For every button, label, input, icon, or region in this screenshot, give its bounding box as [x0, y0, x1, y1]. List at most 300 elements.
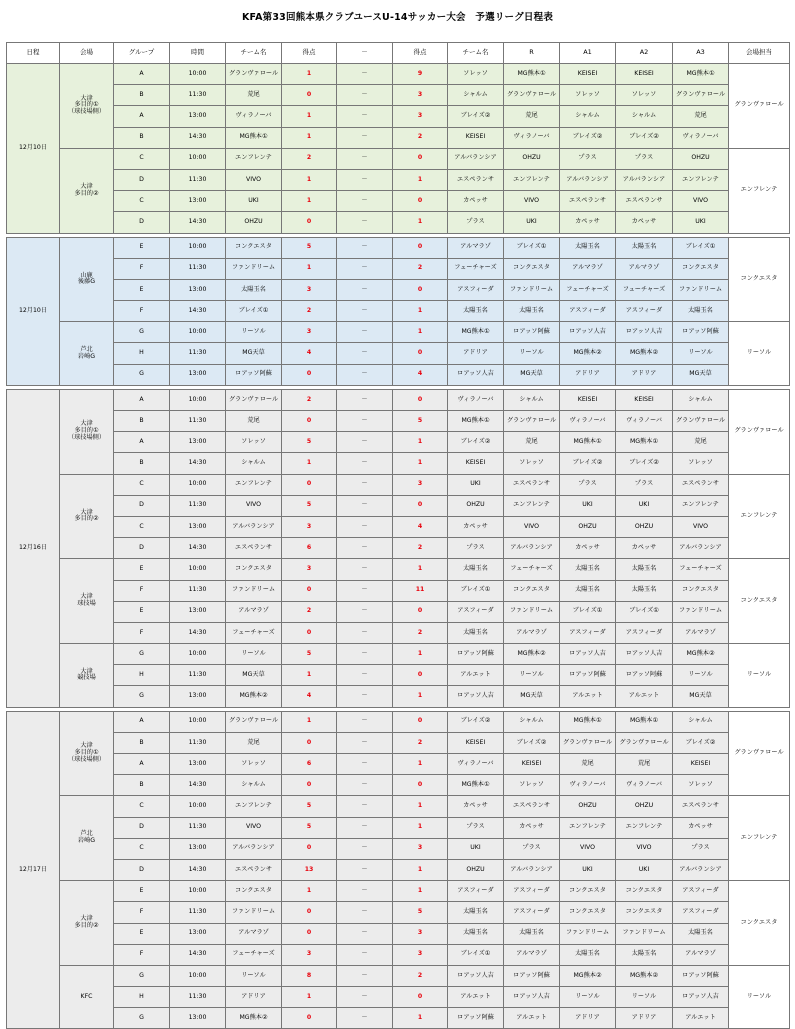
- time-cell: 10:00: [170, 474, 226, 495]
- assistant3-cell: 太陽玉名: [673, 923, 729, 944]
- home-score: 5: [282, 644, 337, 665]
- col-header-a1: A1: [560, 43, 616, 64]
- referee-cell: エスペランサ: [504, 474, 560, 495]
- away-score: 2: [393, 258, 448, 279]
- away-score: 1: [393, 301, 448, 322]
- match-row: [7, 258, 790, 279]
- col-header-venue-manager: 会場担当: [729, 43, 790, 64]
- away-team-cell: アルマラゾ: [448, 237, 504, 258]
- away-team-cell: ソレッソ: [448, 64, 504, 85]
- assistant1-cell: OHZU: [560, 796, 616, 817]
- assistant2-cell: MG熊本①: [616, 432, 673, 453]
- referee-cell: プラス: [504, 838, 560, 859]
- home-score: 1: [282, 106, 337, 127]
- time-cell: 10:00: [170, 965, 226, 986]
- away-score: 11: [393, 580, 448, 601]
- group-cell: G: [114, 322, 170, 343]
- away-team-cell: 太陽玉名: [448, 301, 504, 322]
- time-cell: 13:00: [170, 191, 226, 212]
- home-team-cell: エンフレンテ: [226, 796, 282, 817]
- group-cell: A: [114, 389, 170, 410]
- home-team-cell: フューチャーズ: [226, 944, 282, 965]
- venue-cell: 大津 多目的① （球技場側）: [60, 389, 114, 474]
- group-cell: B: [114, 775, 170, 796]
- venue-manager-cell: グランヴァロール: [729, 64, 790, 149]
- home-score: 3: [282, 516, 337, 537]
- time-cell: 11:30: [170, 495, 226, 516]
- group-cell: E: [114, 237, 170, 258]
- home-score: 5: [282, 237, 337, 258]
- home-score: 1: [282, 169, 337, 190]
- assistant3-cell: シャルム: [673, 711, 729, 732]
- group-cell: H: [114, 665, 170, 686]
- assistant2-cell: ブレイズ②: [616, 453, 673, 474]
- time-cell: 10:00: [170, 559, 226, 580]
- away-score: 0: [393, 237, 448, 258]
- referee-cell: コンクエスタ: [504, 580, 560, 601]
- assistant2-cell: ブレイズ①: [616, 601, 673, 622]
- away-score: 1: [393, 881, 448, 902]
- match-row: [7, 622, 790, 643]
- time-cell: 11:30: [170, 987, 226, 1008]
- assistant3-cell: アスフィーダ: [673, 881, 729, 902]
- assistant2-cell: UKI: [616, 859, 673, 880]
- assistant2-cell: ロアッソ阿蘇: [616, 665, 673, 686]
- score-dash: －: [337, 859, 393, 880]
- score-dash: －: [337, 817, 393, 838]
- match-row: [7, 859, 790, 880]
- away-team-cell: アスフィーダ: [448, 881, 504, 902]
- score-dash: －: [337, 279, 393, 300]
- assistant3-cell: コンクエスタ: [673, 580, 729, 601]
- time-cell: 11:30: [170, 85, 226, 106]
- assistant1-cell: 太陽玉名: [560, 944, 616, 965]
- time-cell: 13:00: [170, 838, 226, 859]
- home-score: 0: [282, 1008, 337, 1029]
- away-score: 1: [393, 432, 448, 453]
- home-score: 3: [282, 559, 337, 580]
- score-dash: －: [337, 987, 393, 1008]
- match-row: [7, 64, 790, 85]
- away-team-cell: アスフィーダ: [448, 601, 504, 622]
- date-cell: 12月16日: [7, 389, 60, 707]
- group-cell: G: [114, 1008, 170, 1029]
- time-cell: 11:30: [170, 817, 226, 838]
- col-header-a2: A2: [616, 43, 673, 64]
- home-team-cell: ロアッソ阿蘇: [226, 364, 282, 385]
- score-dash: －: [337, 127, 393, 148]
- home-team-cell: アルバランシア: [226, 838, 282, 859]
- home-team-cell: コンクエスタ: [226, 559, 282, 580]
- time-cell: 13:00: [170, 106, 226, 127]
- home-team-cell: 荒尾: [226, 85, 282, 106]
- assistant1-cell: 太陽玉名: [560, 237, 616, 258]
- home-score: 0: [282, 622, 337, 643]
- referee-cell: ファンドリーム: [504, 601, 560, 622]
- group-cell: G: [114, 686, 170, 707]
- assistant2-cell: エンフレンテ: [616, 817, 673, 838]
- group-cell: H: [114, 343, 170, 364]
- time-cell: 14:30: [170, 775, 226, 796]
- match-row: [7, 106, 790, 127]
- home-score: 6: [282, 538, 337, 559]
- referee-cell: MG熊本①: [504, 64, 560, 85]
- home-score: 1: [282, 711, 337, 732]
- time-cell: 11:30: [170, 169, 226, 190]
- home-score: 0: [282, 838, 337, 859]
- group-cell: G: [114, 364, 170, 385]
- away-score: 0: [393, 775, 448, 796]
- time-cell: 14:30: [170, 212, 226, 233]
- home-team-cell: VIVO: [226, 169, 282, 190]
- assistant2-cell: アドリア: [616, 1008, 673, 1029]
- away-score: 5: [393, 902, 448, 923]
- away-score: 1: [393, 686, 448, 707]
- group-cell: F: [114, 622, 170, 643]
- away-team-cell: カペッサ: [448, 796, 504, 817]
- assistant3-cell: OHZU: [673, 148, 729, 169]
- group-cell: F: [114, 258, 170, 279]
- away-score: 0: [393, 987, 448, 1008]
- time-cell: 10:00: [170, 237, 226, 258]
- score-dash: －: [337, 732, 393, 753]
- home-score: 0: [282, 923, 337, 944]
- score-dash: －: [337, 516, 393, 537]
- assistant3-cell: ブレイズ①: [673, 237, 729, 258]
- home-score: 6: [282, 754, 337, 775]
- away-score: 0: [393, 343, 448, 364]
- referee-cell: KEISEI: [504, 754, 560, 775]
- home-score: 5: [282, 495, 337, 516]
- time-cell: 11:30: [170, 902, 226, 923]
- away-team-cell: MG熊本①: [448, 775, 504, 796]
- assistant2-cell: リーソル: [616, 987, 673, 1008]
- referee-cell: アルバランシア: [504, 538, 560, 559]
- home-team-cell: エンフレンテ: [226, 474, 282, 495]
- assistant1-cell: プラス: [560, 148, 616, 169]
- away-team-cell: アルエット: [448, 665, 504, 686]
- match-row: [7, 538, 790, 559]
- match-row: [7, 965, 790, 986]
- away-score: 4: [393, 364, 448, 385]
- score-dash: －: [337, 85, 393, 106]
- home-score: 2: [282, 301, 337, 322]
- away-score: 2: [393, 127, 448, 148]
- group-cell: C: [114, 516, 170, 537]
- assistant2-cell: UKI: [616, 495, 673, 516]
- referee-cell: カペッサ: [504, 817, 560, 838]
- score-dash: －: [337, 453, 393, 474]
- assistant1-cell: ヴィラノーバ: [560, 775, 616, 796]
- time-cell: 14:30: [170, 538, 226, 559]
- group-cell: E: [114, 923, 170, 944]
- assistant2-cell: シャルム: [616, 106, 673, 127]
- group-cell: A: [114, 106, 170, 127]
- score-dash: －: [337, 881, 393, 902]
- away-team-cell: MG熊本①: [448, 322, 504, 343]
- assistant3-cell: リーソル: [673, 665, 729, 686]
- home-team-cell: 荒尾: [226, 411, 282, 432]
- home-team-cell: MG熊本①: [226, 127, 282, 148]
- match-row: [7, 474, 790, 495]
- assistant3-cell: ロアッソ阿蘇: [673, 965, 729, 986]
- assistant3-cell: ソレッソ: [673, 775, 729, 796]
- group-cell: D: [114, 538, 170, 559]
- group-cell: E: [114, 881, 170, 902]
- time-cell: 14:30: [170, 622, 226, 643]
- time-cell: 10:00: [170, 796, 226, 817]
- group-cell: B: [114, 127, 170, 148]
- venue-cell: 大津 多目的②: [60, 881, 114, 966]
- away-score: 1: [393, 754, 448, 775]
- referee-cell: 荒尾: [504, 106, 560, 127]
- home-team-cell: MG天草: [226, 343, 282, 364]
- away-team-cell: 太陽玉名: [448, 559, 504, 580]
- referee-cell: アルエット: [504, 1008, 560, 1029]
- match-row: [7, 212, 790, 233]
- home-score: 0: [282, 411, 337, 432]
- assistant3-cell: エスペランサ: [673, 796, 729, 817]
- assistant1-cell: OHZU: [560, 516, 616, 537]
- venue-manager-cell: エンフレンテ: [729, 796, 790, 881]
- time-cell: 11:30: [170, 258, 226, 279]
- away-score: 1: [393, 796, 448, 817]
- score-dash: －: [337, 686, 393, 707]
- time-cell: 14:30: [170, 301, 226, 322]
- venue-cell: 大津 球技場: [60, 559, 114, 644]
- home-score: 1: [282, 987, 337, 1008]
- away-team-cell: アスフィーダ: [448, 279, 504, 300]
- match-row: [7, 1008, 790, 1029]
- assistant3-cell: リーソル: [673, 343, 729, 364]
- match-row: [7, 237, 790, 258]
- referee-cell: UKI: [504, 212, 560, 233]
- referee-cell: ロアッソ阿蘇: [504, 965, 560, 986]
- referee-cell: リーソル: [504, 665, 560, 686]
- match-row: [7, 389, 790, 410]
- referee-cell: アスフィーダ: [504, 881, 560, 902]
- group-cell: C: [114, 474, 170, 495]
- away-team-cell: ブレイズ②: [448, 106, 504, 127]
- away-team-cell: ロアッソ人吉: [448, 686, 504, 707]
- home-team-cell: ファンドリーム: [226, 902, 282, 923]
- away-score: 0: [393, 279, 448, 300]
- group-cell: D: [114, 212, 170, 233]
- assistant2-cell: アスフィーダ: [616, 622, 673, 643]
- home-team-cell: ソレッソ: [226, 432, 282, 453]
- assistant2-cell: カペッサ: [616, 538, 673, 559]
- venue-cell: 大津 競技場: [60, 644, 114, 708]
- schedule-body: [7, 64, 790, 1029]
- home-score: 4: [282, 343, 337, 364]
- referee-cell: ヴィラノーバ: [504, 127, 560, 148]
- assistant1-cell: ロアッソ人吉: [560, 322, 616, 343]
- home-team-cell: シャルム: [226, 775, 282, 796]
- time-cell: 14:30: [170, 859, 226, 880]
- time-cell: 13:00: [170, 1008, 226, 1029]
- match-row: [7, 711, 790, 732]
- away-team-cell: カペッサ: [448, 191, 504, 212]
- assistant2-cell: ブレイズ②: [616, 127, 673, 148]
- match-row: [7, 411, 790, 432]
- away-score: 0: [393, 665, 448, 686]
- assistant3-cell: アルバランシア: [673, 859, 729, 880]
- away-team-cell: OHZU: [448, 495, 504, 516]
- assistant2-cell: プラス: [616, 474, 673, 495]
- assistant1-cell: コンクエスタ: [560, 881, 616, 902]
- away-team-cell: アドリア: [448, 343, 504, 364]
- assistant1-cell: MG熊本①: [560, 432, 616, 453]
- away-score: 3: [393, 944, 448, 965]
- away-team-cell: 太陽玉名: [448, 622, 504, 643]
- assistant2-cell: カペッサ: [616, 212, 673, 233]
- referee-cell: フューチャーズ: [504, 559, 560, 580]
- group-cell: C: [114, 191, 170, 212]
- home-score: 5: [282, 796, 337, 817]
- score-dash: －: [337, 838, 393, 859]
- match-row: [7, 559, 790, 580]
- assistant1-cell: グランヴァロール: [560, 732, 616, 753]
- group-cell: C: [114, 148, 170, 169]
- home-team-cell: グランヴァロール: [226, 711, 282, 732]
- assistant2-cell: コンクエスタ: [616, 902, 673, 923]
- referee-cell: ブレイズ②: [504, 732, 560, 753]
- home-score: 1: [282, 127, 337, 148]
- time-cell: 13:00: [170, 364, 226, 385]
- assistant2-cell: 太陽玉名: [616, 580, 673, 601]
- away-score: 2: [393, 538, 448, 559]
- time-cell: 10:00: [170, 389, 226, 410]
- group-cell: A: [114, 754, 170, 775]
- home-team-cell: VIVO: [226, 817, 282, 838]
- match-row: [7, 453, 790, 474]
- col-header-home-score: 得点: [282, 43, 337, 64]
- home-team-cell: リーソル: [226, 644, 282, 665]
- referee-cell: 太陽玉名: [504, 923, 560, 944]
- assistant3-cell: ヴィラノーバ: [673, 127, 729, 148]
- assistant1-cell: シャルム: [560, 106, 616, 127]
- referee-cell: 荒尾: [504, 432, 560, 453]
- time-cell: 11:30: [170, 411, 226, 432]
- score-dash: －: [337, 343, 393, 364]
- score-dash: －: [337, 775, 393, 796]
- assistant3-cell: グランヴァロール: [673, 85, 729, 106]
- col-header-a3: A3: [673, 43, 729, 64]
- referee-cell: アルバランシア: [504, 859, 560, 880]
- referee-cell: アスフィーダ: [504, 902, 560, 923]
- group-cell: B: [114, 732, 170, 753]
- time-cell: 13:00: [170, 923, 226, 944]
- venue-manager-cell: グランヴァロール: [729, 711, 790, 796]
- time-cell: 10:00: [170, 881, 226, 902]
- score-dash: －: [337, 754, 393, 775]
- away-team-cell: OHZU: [448, 859, 504, 880]
- score-dash: －: [337, 622, 393, 643]
- col-header-away-team: チーム名: [448, 43, 504, 64]
- assistant3-cell: KEISEI: [673, 754, 729, 775]
- away-score: 3: [393, 923, 448, 944]
- home-team-cell: アルマラゾ: [226, 923, 282, 944]
- home-score: 0: [282, 732, 337, 753]
- home-team-cell: エンフレンテ: [226, 148, 282, 169]
- away-team-cell: MG熊本①: [448, 411, 504, 432]
- referee-cell: ソレッソ: [504, 775, 560, 796]
- group-cell: A: [114, 711, 170, 732]
- score-dash: －: [337, 796, 393, 817]
- assistant1-cell: UKI: [560, 859, 616, 880]
- time-cell: 11:30: [170, 343, 226, 364]
- assistant3-cell: カペッサ: [673, 817, 729, 838]
- venue-cell: 大津 多目的②: [60, 474, 114, 559]
- home-team-cell: リーソル: [226, 965, 282, 986]
- home-score: 1: [282, 453, 337, 474]
- home-score: 1: [282, 881, 337, 902]
- home-score: 0: [282, 775, 337, 796]
- home-team-cell: ファンドリーム: [226, 258, 282, 279]
- venue-cell: 大津 多目的②: [60, 148, 114, 233]
- venue-cell: 大津 多目的① （球技場側）: [60, 64, 114, 149]
- assistant1-cell: ブレイズ①: [560, 601, 616, 622]
- score-dash: －: [337, 559, 393, 580]
- home-team-cell: 荒尾: [226, 732, 282, 753]
- assistant1-cell: エスペランサ: [560, 191, 616, 212]
- home-score: 5: [282, 432, 337, 453]
- time-cell: 10:00: [170, 711, 226, 732]
- assistant2-cell: アドリア: [616, 364, 673, 385]
- home-team-cell: コンクエスタ: [226, 881, 282, 902]
- score-dash: －: [337, 432, 393, 453]
- match-row: [7, 191, 790, 212]
- match-row: [7, 881, 790, 902]
- assistant1-cell: 太陽玉名: [560, 559, 616, 580]
- match-row: [7, 148, 790, 169]
- venue-manager-cell: グランヴァロール: [729, 389, 790, 474]
- assistant2-cell: ファンドリーム: [616, 923, 673, 944]
- assistant2-cell: KEISEI: [616, 389, 673, 410]
- assistant2-cell: ソレッソ: [616, 85, 673, 106]
- group-cell: B: [114, 85, 170, 106]
- assistant2-cell: KEISEI: [616, 64, 673, 85]
- score-dash: －: [337, 538, 393, 559]
- assistant2-cell: MG熊本②: [616, 343, 673, 364]
- assistant3-cell: フューチャーズ: [673, 559, 729, 580]
- assistant1-cell: アルマラゾ: [560, 258, 616, 279]
- away-score: 0: [393, 389, 448, 410]
- assistant2-cell: アルエット: [616, 686, 673, 707]
- home-team-cell: エスペランサ: [226, 859, 282, 880]
- page-title: KFA第33回熊本県クラブユースU-14サッカー大会 予選リーグ日程表: [241, 12, 554, 23]
- referee-cell: シャルム: [504, 389, 560, 410]
- home-team-cell: MG熊本②: [226, 686, 282, 707]
- score-dash: －: [337, 169, 393, 190]
- col-header-group: グループ: [114, 43, 170, 64]
- home-score: 3: [282, 279, 337, 300]
- home-team-cell: シャルム: [226, 453, 282, 474]
- col-header-away-score: 得点: [393, 43, 448, 64]
- away-team-cell: UKI: [448, 838, 504, 859]
- away-score: 1: [393, 559, 448, 580]
- match-row: [7, 279, 790, 300]
- home-score: 1: [282, 665, 337, 686]
- away-team-cell: アルエット: [448, 987, 504, 1008]
- date-cell: 12月10日: [7, 64, 60, 234]
- score-dash: －: [337, 644, 393, 665]
- score-dash: －: [337, 711, 393, 732]
- assistant1-cell: MG熊本②: [560, 343, 616, 364]
- home-score: 0: [282, 85, 337, 106]
- assistant3-cell: プラス: [673, 838, 729, 859]
- assistant1-cell: ファンドリーム: [560, 923, 616, 944]
